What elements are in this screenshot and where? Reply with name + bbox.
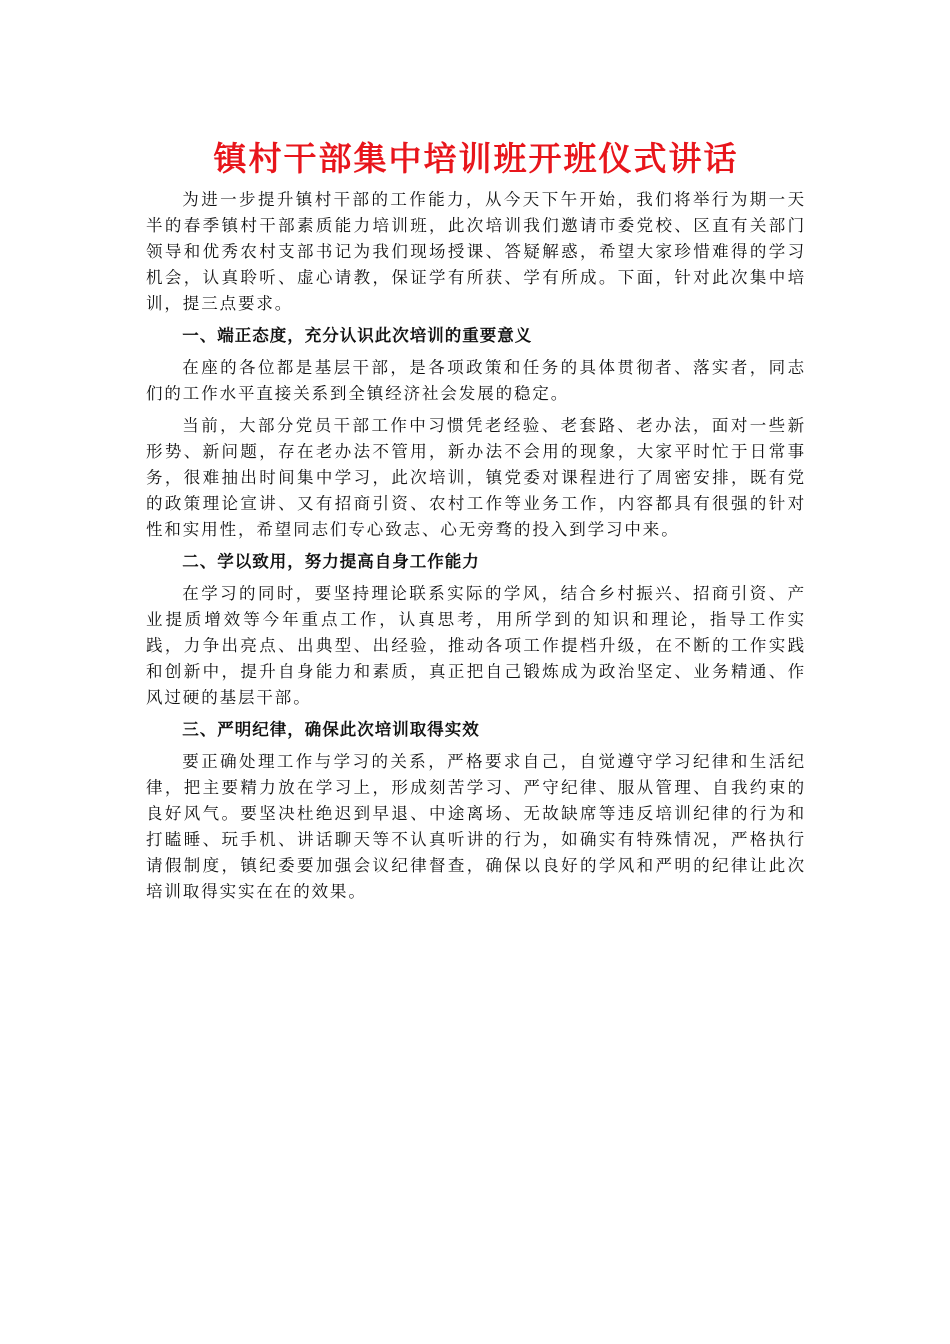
intro-paragraph: 为进一步提升镇村干部的工作能力，从今天下午开始，我们将举行为期一天半的春季镇村干部素质能力培训班，此次培训我们邀请市委党校、区直有关部门领导和优秀农村支部书记为我们现场授课、答疑解惑，希望大家珍惜难得的学习机会，认真聆听、虚心请教，保证学有所获、学有所成。下面，针对此次集中培训，提三点要求。 bbox=[146, 190, 806, 313]
document-body bbox=[146, 187, 806, 911]
section-heading-2: 二、学以致用，努力提高自身工作能力 bbox=[182, 552, 480, 571]
section-heading-1: 一、端正态度，充分认识此次培训的重要意义 bbox=[182, 326, 533, 345]
section-heading-3: 三、严明纪律，确保此次培训取得实效 bbox=[182, 720, 480, 739]
document-title: 镇村干部集中培训班开班仪式讲话 bbox=[213, 139, 739, 178]
section-1-paragraph-2: 当前，大部分党员干部工作中习惯凭老经验、老套路、老办法，面对一些新形势、新问题，存在老办法不管用，新办法不会用的现象，大家平时忙于日常事务，很难抽出时间集中学习，此次培训，镇党委对课程进行了周密安排，既有党的政策理论宣讲、又有招商引资、农村工作等业务工作，内容都具有很强的针对性和实用性，希望同志们专心致志、心无旁骛的投入到学习中来。 bbox=[146, 416, 806, 539]
section-2-paragraph-1: 在学习的同时，要坚持理论联系实际的学风，结合乡村振兴、招商引资、产业提质增效等今年重点工作，认真思考，用所学到的知识和理论，指导工作实践，力争出亮点、出典型、出经验，推动各项工作提档升级，在不断的工作实践和创新中，提升自身能力和素质，真正把自己锻炼成为政治坚定、业务精通、作风过硬的基层干部。 bbox=[146, 584, 806, 707]
section-3-paragraph-1: 要正确处理工作与学习的关系，严格要求自己，自觉遵守学习纪律和生活纪律，把主要精力放在学习上，形成刻苦学习、严守纪律、服从管理、自我约束的良好风气。要坚决杜绝迟到早退、中途离场、无故缺席等违反培训纪律的行为和打瞌睡、玩手机、讲话聊天等不认真听讲的行为，如确实有特殊情况，严格执行请假制度，镇纪委要加强会议纪律督查，确保以良好的学风和严明的纪律让此次培训取得实实在在的效果。 bbox=[146, 752, 806, 901]
section-1-paragraph-1: 在座的各位都是基层干部，是各项政策和任务的具体贯彻者、落实者，同志们的工作水平直接关系到全镇经济社会发展的稳定。 bbox=[146, 358, 806, 403]
